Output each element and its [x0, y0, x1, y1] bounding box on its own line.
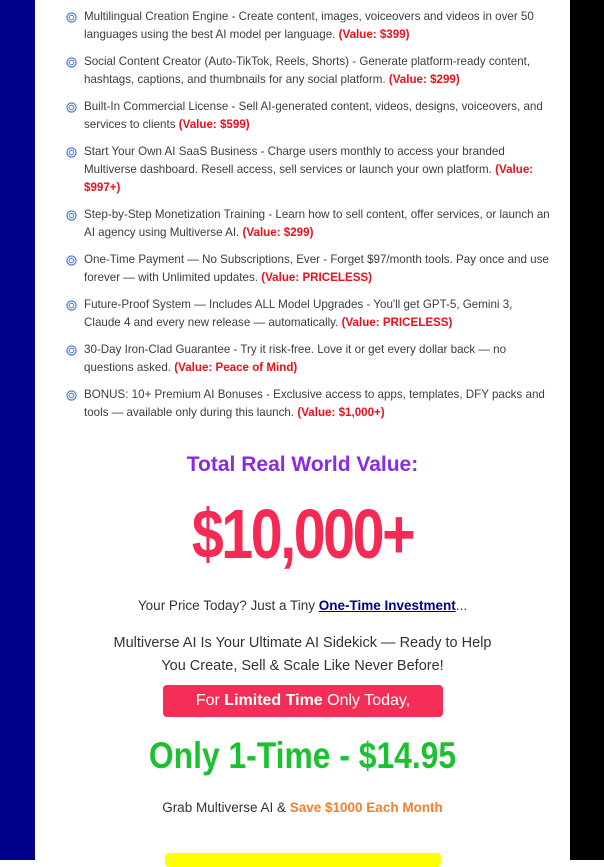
circle-check-icon: [66, 146, 77, 157]
circle-check-icon: [66, 56, 77, 67]
circle-check-icon: [66, 389, 77, 400]
feature-text: Step-by-Step Monetization Training - Learn how to sell content, offer services, or launch an AI agency using Multiverse AI.: [84, 208, 550, 240]
limited-bold: Limited Time: [224, 692, 323, 709]
feature-item: [66, 8, 551, 44]
feature-text: One-Time Payment — No Subscriptions, Ever - Forget $97/month tools. Pay once and use forever — with Unlimited updates.: [84, 253, 549, 285]
feature-value: (Value: $399): [338, 28, 410, 42]
feature-item: [66, 53, 551, 89]
sales-page-content: [35, 0, 570, 860]
feature-item: [66, 143, 551, 198]
circle-check-icon: [66, 11, 77, 22]
price-line: [35, 598, 570, 613]
limited-pre: For: [195, 692, 225, 709]
sidekick-line-2: You Create, Sell & Scale Like Never Before!: [161, 657, 444, 674]
buy-button[interactable]: [165, 853, 441, 867]
grab-text: Grab Multiverse AI &: [162, 800, 290, 815]
feature-value: (Value: $299): [388, 73, 460, 87]
feature-text: Future-Proof System — Includes ALL Model Upgrades - You'll get GPT-5, Gemini 3, Claude 4 and every new release — automatically.: [84, 298, 513, 330]
feature-value: (Value: PRICELESS): [261, 271, 373, 285]
circle-check-icon: [66, 254, 77, 265]
feature-item: [66, 98, 551, 134]
feature-list: [66, 8, 551, 431]
total-value-title: Total Real World Value:: [186, 453, 419, 476]
price-line-text: Your Price Today? Just a Tiny: [137, 598, 319, 613]
circle-check-icon: [66, 101, 77, 112]
limited-post: Only Today,: [322, 692, 411, 709]
feature-value: (Value: $299): [242, 226, 314, 240]
circle-check-icon: [66, 344, 77, 355]
total-value-amount: $10,000+: [191, 495, 414, 573]
limited-time-banner: [163, 685, 443, 717]
feature-value: (Value: PRICELESS): [341, 316, 453, 330]
save-highlight: Save $1000 Each Month: [289, 800, 443, 815]
feature-item: [66, 386, 551, 422]
feature-text: Built-In Commercial License - Sell AI-generated content, videos, designs, voiceovers, and services to clients: [84, 100, 543, 132]
offer-price: Only 1-Time - $14.95: [148, 735, 457, 776]
feature-item: [66, 296, 551, 332]
feature-value: (Value: $1,000+): [297, 406, 385, 420]
feature-item: [66, 251, 551, 287]
feature-text: BONUS: 10+ Premium AI Bonuses - Exclusive access to apps, templates, DFY packs and tools — available only during this launch.: [84, 388, 545, 420]
sidekick-line-1: Multiverse AI Is Your Ultimate AI Sidekick — Ready to Help: [113, 635, 492, 651]
feature-text: 30-Day Iron-Clad Guarantee - Try it risk-free. Love it or get every dollar back — no questions asked.: [84, 343, 507, 375]
circle-check-icon: [66, 209, 77, 220]
sidekick-description: [35, 632, 570, 677]
feature-value: (Value: $599): [178, 118, 250, 132]
feature-value: (Value: Peace of Mind): [174, 361, 298, 375]
circle-check-icon: [66, 299, 77, 310]
feature-text: Social Content Creator (Auto-TikTok, Reels, Shorts) - Generate platform-ready content, hashtags, captions, and thumbnails for any social platform.: [84, 55, 531, 87]
feature-text: Start Your Own AI SaaS Business - Charge users monthly to access your branded Multiverse dashboard. Resell access, sell services or launch your own platform.: [84, 145, 505, 177]
right-border-bar: [570, 0, 604, 860]
feature-text: Multilingual Creation Engine - Create content, images, voiceovers and videos in over 50 languages using the best AI model per language.: [84, 10, 534, 42]
grab-line: [35, 800, 570, 815]
left-border-bar: [0, 0, 35, 860]
one-time-investment-link[interactable]: One-Time Investment: [318, 598, 456, 613]
feature-item: [66, 206, 551, 242]
feature-value: (Value: $997+): [84, 163, 534, 195]
price-line-ellipsis: ...: [455, 598, 468, 613]
feature-item: [66, 341, 551, 377]
